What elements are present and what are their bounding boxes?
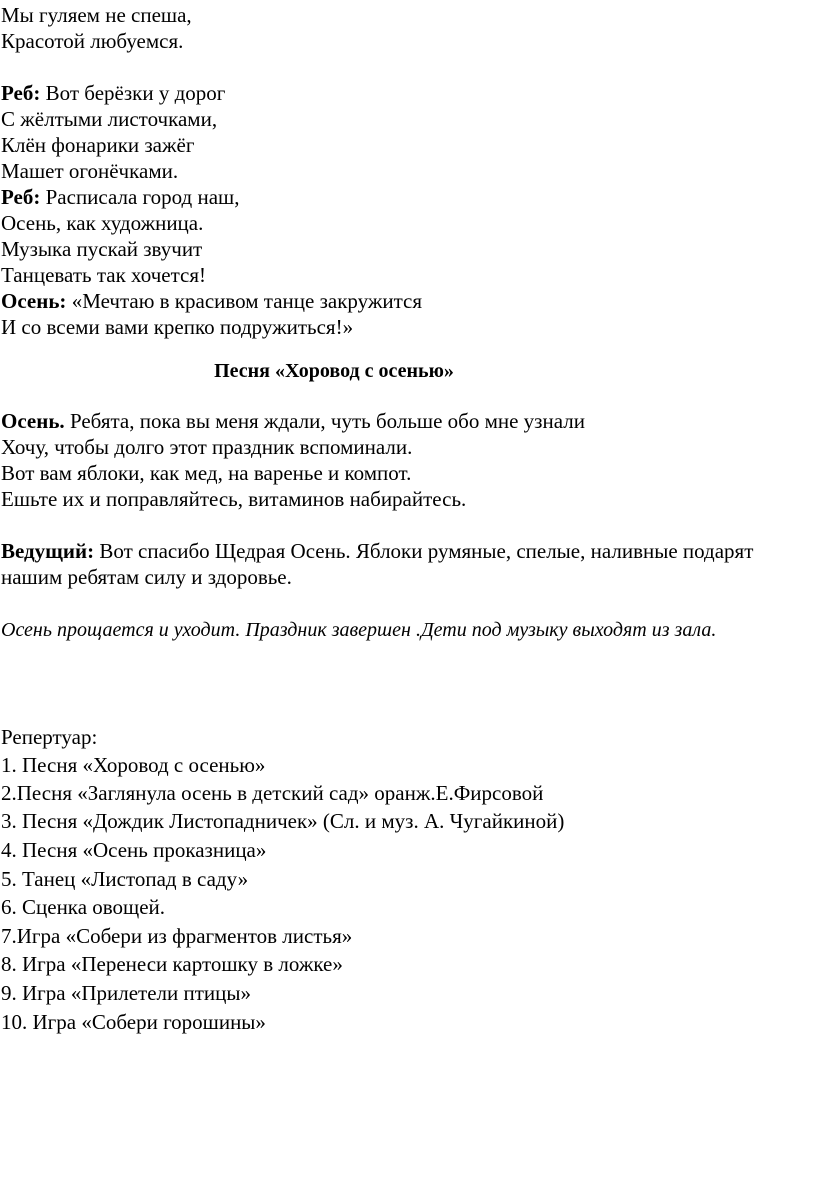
speaker-label: Осень: — [1, 289, 67, 313]
speech-line: Хочу, чтобы долго этот праздник вспоминали. — [1, 435, 413, 459]
repertoire-item: 4. Песня «Осень проказница» — [1, 838, 267, 862]
poem-line: Красотой любуемся. — [1, 29, 184, 53]
poem-line: Машет огонёчками. — [1, 159, 179, 183]
poem-line: Клён фонарики зажёг — [1, 133, 195, 157]
song-title: Песня «Хоровод с осенью» — [214, 360, 454, 382]
poem-line: Осень, как художница. — [1, 211, 204, 235]
speech-line: Вот вам яблоки, как мед, на варенье и компот. — [1, 461, 412, 485]
dialogue-line — [1, 184, 239, 210]
speaker-label: Реб: — [1, 81, 41, 105]
repertoire-item: 10. Игра «Собери горошины» — [1, 1010, 266, 1034]
poem-line: Музыка пускай звучит — [1, 237, 203, 261]
speaker-label: Ведущий: — [1, 539, 95, 563]
speech-line: Ешьте их и поправляйтесь, витаминов набирайтесь. — [1, 487, 467, 511]
repertoire-item: 2.Песня «Заглянула осень в детский сад» оранж.Е.Фирсовой — [1, 781, 544, 805]
dialogue-text: Вот берёзки у дорог — [40, 81, 226, 105]
dialogue-text: «Мечтаю в красивом танце закружится — [66, 289, 423, 313]
repertoire-item: 9. Игра «Прилетели птицы» — [1, 981, 252, 1005]
dialogue-line — [1, 288, 422, 314]
poem-line: С жёлтыми листочками, — [1, 107, 218, 131]
repertoire-item: 3. Песня «Дождик Листопадничек» (Сл. и муз. А. Чугайкиной) — [1, 809, 565, 833]
dialogue-text: Расписала город наш, — [40, 185, 240, 209]
dialogue-text: Вот спасибо Щедрая Осень. Яблоки румяные, спелые, наливные подарят — [94, 539, 754, 563]
poem-line: Мы гуляем не спеша, — [1, 3, 192, 27]
speaker-label: Осень. — [1, 409, 65, 433]
repertoire-item: 7.Игра «Собери из фрагментов листья» — [1, 924, 353, 948]
poem-line: Танцевать так хочется! — [1, 263, 206, 287]
stage-direction: Осень прощается и уходит. Праздник завершен .Дети под музыку выходят из зала. — [1, 619, 717, 641]
dialogue-line — [1, 408, 585, 434]
dialogue-text: Ребята, пока вы меня ждали, чуть больше обо мне узнали — [64, 409, 585, 433]
poem-line: И со всеми вами крепко подружиться!» — [1, 315, 354, 339]
speaker-label: Реб: — [1, 185, 41, 209]
dialogue-line — [1, 538, 753, 564]
repertoire-item: 6. Сценка овощей. — [1, 895, 166, 919]
repertoire-item: 1. Песня «Хоровод с осенью» — [1, 753, 266, 777]
dialogue-line — [1, 80, 225, 106]
repertoire-item: 5. Танец «Листопад в саду» — [1, 867, 249, 891]
repertoire-item: 8. Игра «Перенеси картошку в ложке» — [1, 952, 343, 976]
speech-line: нашим ребятам силу и здоровье. — [1, 565, 292, 589]
repertoire-heading: Репертуар: — [1, 725, 98, 749]
